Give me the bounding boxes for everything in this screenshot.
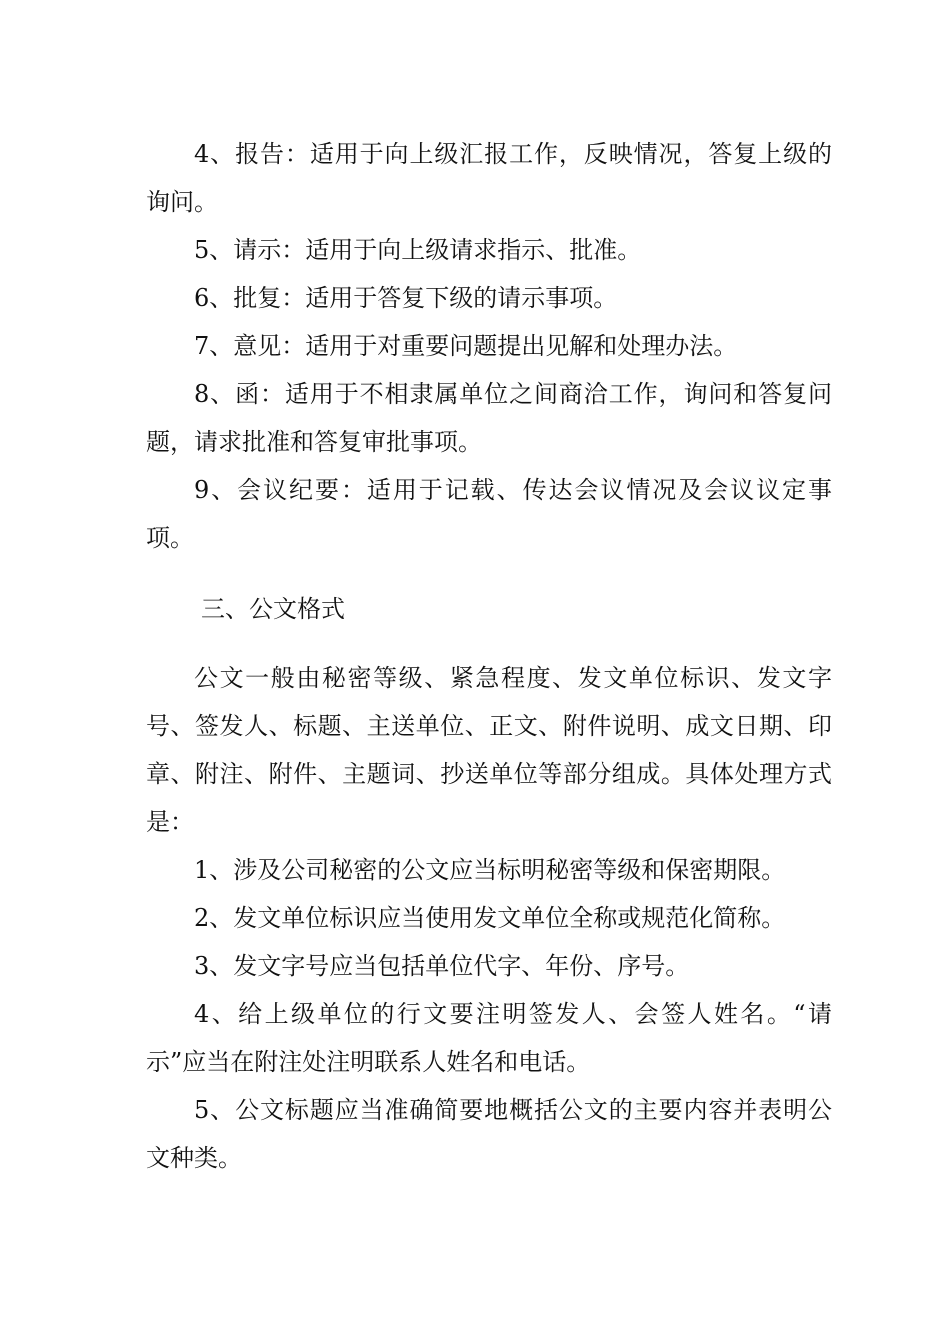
doc-type-opinion: 7、意见：适用于对重要问题提出见解和处理办法。 <box>194 332 738 360</box>
spacer <box>146 633 832 654</box>
doc-type-report: 4、报告：适用于向上级汇报工作，反映情况，答复上级的询问。 <box>146 140 832 216</box>
format-item-signer: 4、给上级单位的行文要注明签发人、会签人姓名。“请示”应当在附注处注明联系人姓名和电话。 <box>146 1000 832 1076</box>
doc-type-reply: 6、批复：适用于答复下级的请示事项。 <box>194 284 618 312</box>
document-page <box>146 130 832 1182</box>
format-intro-paragraph: 公文一般由秘密等级、紧急程度、发文单位标识、发文字号、签发人、标题、主送单位、正文、附件说明、成文日期、印章、附注、附件、主题词、抄送单位等部分组成。具体处理方式是： <box>146 664 832 836</box>
format-item-secrecy: 1、涉及公司秘密的公文应当标明秘密等级和保密期限。 <box>194 856 786 884</box>
doc-type-request: 5、请示：适用于向上级请求指示、批准。 <box>194 236 642 264</box>
format-item-issuer-mark: 2、发文单位标识应当使用发文单位全称或规范化简称。 <box>194 904 786 932</box>
format-item-document-number: 3、发文字号应当包括单位代字、年份、序号。 <box>194 952 690 980</box>
spacer <box>146 562 832 585</box>
section-heading: 三、公文格式 <box>201 595 345 623</box>
format-item-title: 5、公文标题应当准确简要地概括公文的主要内容并表明公文种类。 <box>146 1096 832 1172</box>
doc-type-letter: 8、函：适用于不相隶属单位之间商洽工作，询问和答复问题，请求批准和答复审批事项。 <box>146 380 832 456</box>
doc-type-meeting-minutes: 9、会议纪要：适用于记载、传达会议情况及会议议定事项。 <box>146 476 832 552</box>
